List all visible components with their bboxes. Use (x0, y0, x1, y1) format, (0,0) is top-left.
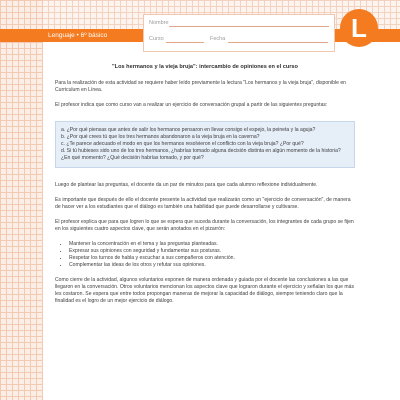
reflection-paragraph: Luego de plantear las preguntas, el docente da un par de minutos para que cada alumno reflexione individualmente. (55, 182, 318, 188)
key-aspects-paragraph: El profesor explica que para que logren lo que se espera que suceda durante la conversación, los integrantes de cada grupo se fijen en los siguientes cuatro aspectos clave, que serán anotados en el pizarrón: (55, 219, 354, 232)
worksheet-content (55, 64, 355, 313)
closing-paragraph: Como cierre de la actividad, algunos voluntarios exponen de manera ordenada y guiada por el docente las conclusiones a las que llegaron en la conversación. Otros voluntarios mencionan los aspectos clave que lograron durante el ejercicio y señalan los que más les costaron. Se espera que entre todos propongan maneras de mejorar la capacidad de diálogo, siempre teniendo claro que la finalidad es el logro de un mejor ejercicio de diálogo. (55, 277, 355, 304)
question-item: c. ¿Te parece adecuado el modo en que los hermanos resolvieron el conflicto con la vieja bruja? ¿Por qué? (61, 141, 304, 147)
nombre-label: Nombre (149, 20, 169, 26)
list-item: • Mantener la concentración en el tema y las preguntas planteadas. (69, 241, 355, 248)
intro-paragraph: Para la realización de esta actividad se requiere haber leído previamente la lectura "Los hermanos y la vieja bruja", disponible en Curriculum en Línea. (55, 80, 347, 93)
list-item: • Expresar sus opiniones con seguridad y fundamentar sus posturas. (69, 248, 355, 255)
subject-label: Lenguaje • 6º básico (48, 32, 108, 39)
key-aspects-list (55, 241, 355, 269)
subject-badge-logo: L (340, 9, 378, 47)
question-item: b. ¿Por qué crees tú que los tres hermanos abandonaron a la vieja bruja en la caverna? (61, 134, 260, 140)
student-info-form (143, 14, 335, 52)
fecha-label: Fecha (210, 36, 226, 42)
curso-label: Curso (149, 36, 164, 42)
list-item: • Respetar los turnos de habla y escuchar a sus compañeros con atención. (69, 255, 355, 262)
curso-field[interactable] (166, 42, 204, 43)
question-item: a. ¿Por qué piensas que antes de salir los hermanos pensaron en llevar consigo el espejo, la peineta y la aguja? (61, 127, 316, 133)
list-item: • Complementar las ideas de los otros y refutar sus opiniones. (69, 262, 355, 269)
nombre-field[interactable] (169, 26, 329, 27)
left-grid-strip (0, 0, 43, 400)
questions-box (55, 121, 355, 168)
importance-paragraph: Es importante que después de ello el docente presente la actividad que realizarán como un "ejercicio de conversación", de manera de hacer ver a los estudiantes que el diálogo es también una habilidad que puede desarrollarse y cultivarse. (55, 197, 351, 210)
question-item: d. Si tú hubieses sido uno de los tres hermanos, ¿habrías tomado alguna decisión distinta en algún momento de la historia? ¿En qué momento? ¿Qué decisión habrías tomado, y por qué? (61, 148, 341, 161)
fecha-field[interactable] (228, 42, 328, 43)
instructions-paragraph: El profesor indica que como curso van a realizar un ejercicio de conversación grupal a partir de las siguientes preguntas: (55, 102, 328, 108)
activity-title: "Los hermanos y la vieja bruja": intercambio de opiniones en el curso (112, 64, 298, 70)
